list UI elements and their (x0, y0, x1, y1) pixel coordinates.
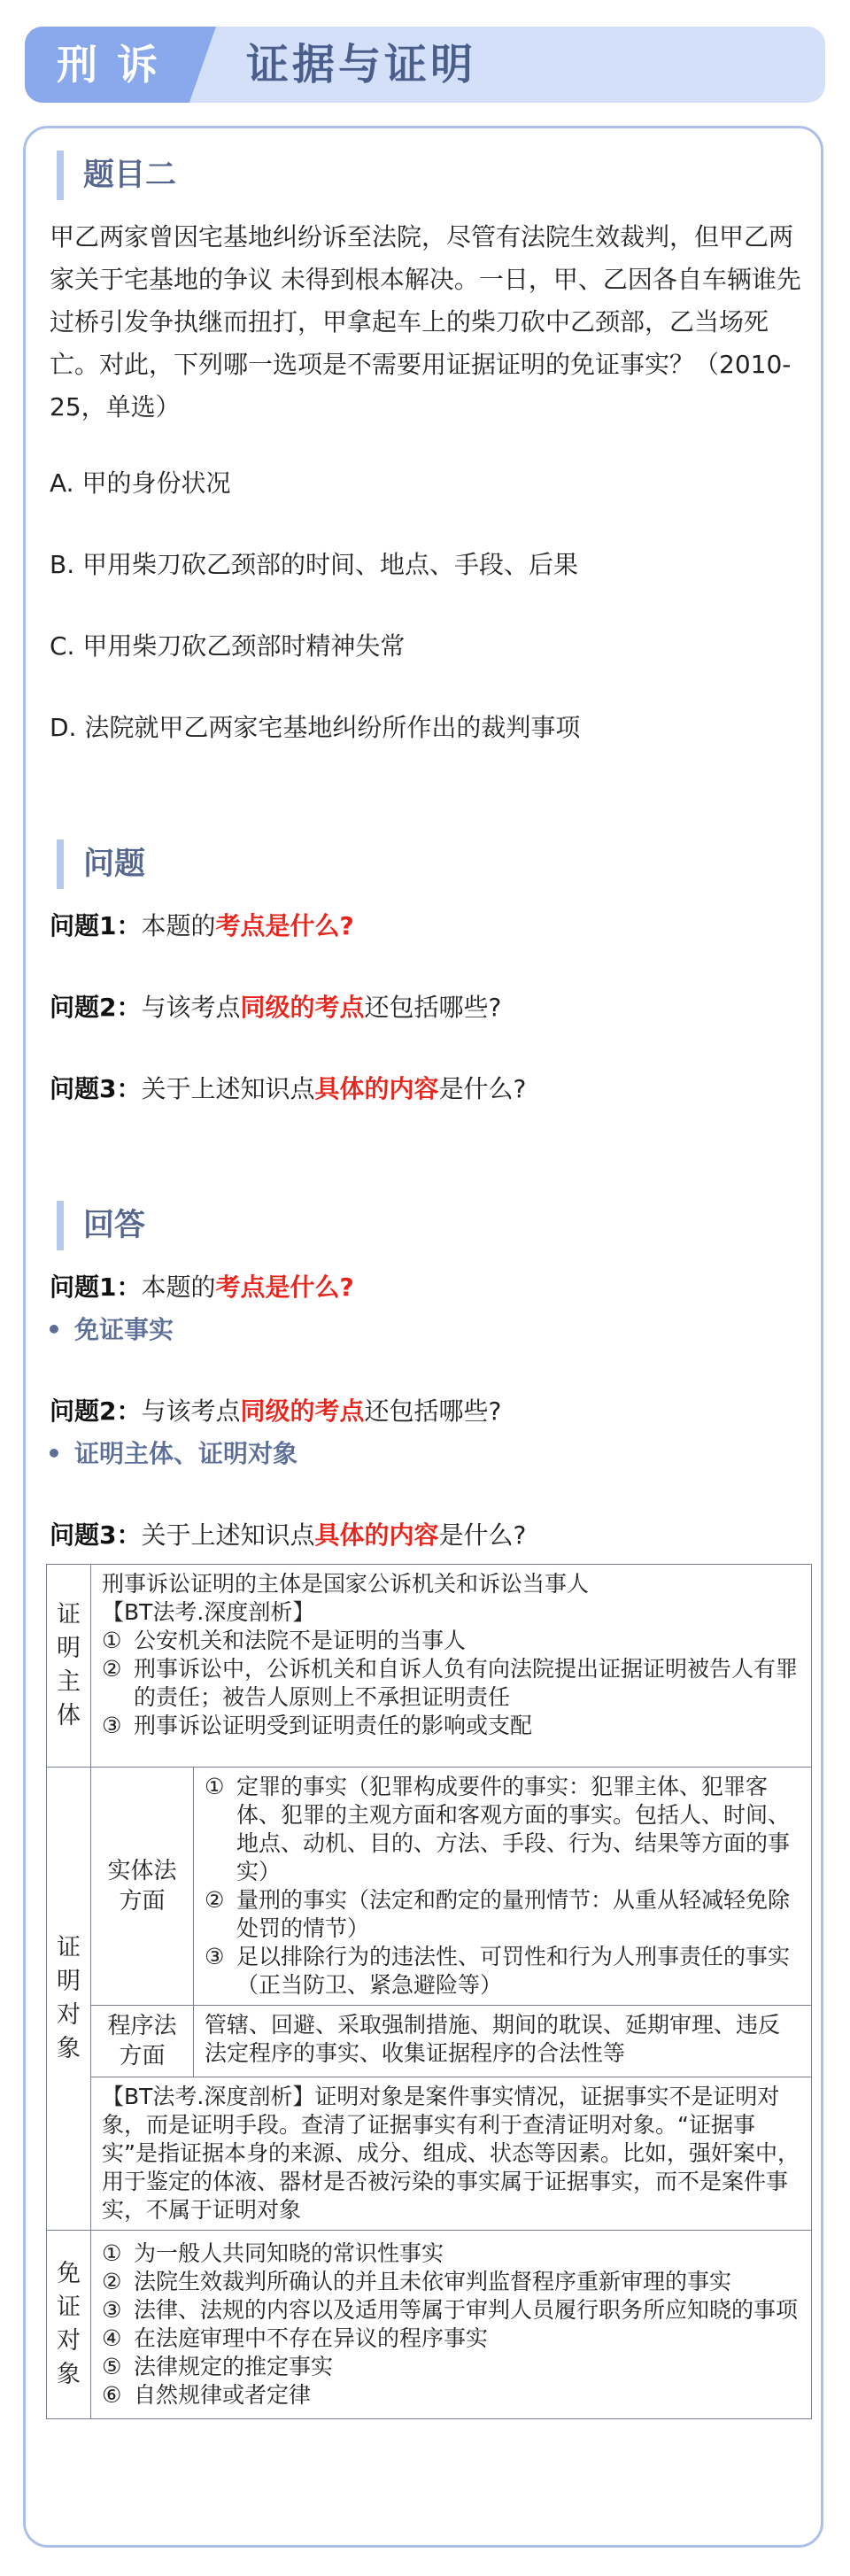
item-number: ④ (102, 2325, 122, 2351)
question-3-post: 是什么? (438, 1074, 527, 1103)
item-number: ② (102, 1656, 122, 1682)
item-number: ⑥ (102, 2382, 122, 2408)
exempt-content-cell (91, 2231, 812, 2419)
item-text: 刑事诉讼中，公诉机关和自诉人负有向法院提出证据证明被告人有罪的责任；被告人原则上不承担证明责任 (134, 1656, 799, 1710)
answer-question-3 (50, 1518, 526, 1553)
item-text: 法律、法规的内容以及适用等属于审判人员履行职务所应知晓的事项 (134, 2297, 799, 2323)
answer-question-2 (50, 1394, 501, 1429)
question-heading: 题目二 (57, 151, 176, 200)
question-3-label: 问题3： (50, 1074, 142, 1103)
exempt-header: 免证对象 (57, 2260, 81, 2388)
answer-question-3-highlight: 具体的内容 (314, 1520, 439, 1550)
exempt-item (102, 2268, 800, 2296)
subject-analysis-label: 【BT法考.深度剖析】 (102, 1599, 315, 1625)
substantive-item (205, 1943, 800, 2000)
question-3-highlight: 具体的内容 (314, 1074, 439, 1103)
exempt-item (102, 2353, 800, 2381)
exempt-header-cell (47, 2231, 91, 2419)
option-b: B. 甲用柴刀砍乙颈部的时间、地点、手段、后果 (50, 550, 579, 579)
object-analysis-cell (91, 2077, 812, 2231)
exempt-item (102, 2296, 800, 2325)
substantive-item (205, 1886, 800, 1943)
answer-question-1 (50, 1270, 354, 1305)
answer-question-3-post: 是什么? (438, 1520, 527, 1550)
question-1 (50, 909, 354, 944)
answer-question-3-label: 问题3： (50, 1520, 142, 1550)
subject-content-cell (91, 1565, 812, 1768)
header-banner (25, 27, 825, 103)
object-header: 证明对象 (57, 1934, 81, 2062)
item-number: ⑤ (102, 2354, 122, 2379)
item-number: ① (205, 1774, 225, 1799)
item-text: 足以排除行为的违法性、可罚性和行为人刑事责任的事实（正当防卫、紧急避险等） (236, 1944, 791, 1998)
answer-2-text: 证明主体、证明对象 (74, 1439, 298, 1468)
substantive-label: 实体法方面 (107, 1858, 177, 1915)
subject-label: 刑诉 (57, 41, 177, 89)
subject-item (102, 1627, 800, 1655)
question-2-post: 还包括哪些? (364, 993, 502, 1022)
procedural-label-cell (91, 2006, 194, 2077)
knowledge-table (46, 1564, 812, 2419)
subject-header-cell (47, 1565, 91, 1768)
question-1-label: 问题1： (50, 911, 142, 940)
answer-question-1-label: 问题1： (50, 1273, 142, 1302)
item-text: 刑事诉讼证明受到证明责任的影响或支配 (134, 1713, 533, 1738)
table-row-object-substantive (47, 1768, 812, 2006)
page-title: 证据与证明 (246, 40, 477, 89)
substantive-label-cell (91, 1768, 194, 2006)
answer-1-text: 免证事实 (74, 1315, 174, 1344)
exempt-item (102, 2239, 800, 2268)
bullet-icon: • (46, 1439, 62, 1468)
subject-header: 证明主体 (57, 1601, 81, 1729)
object-analysis: 【BT法考.深度剖析】证明对象是案件事实情况，证据事实不是证明对象，而是证明手段。查清了证据事实有利于查清证明对象。“证据事实”是指证据本身的来源、成分、组成、状态等因素。比如，强奸案中，用于鉴定的体液、器材是否被污染的事实属于证据事实，而不是案件事实，不属于证明对象 (102, 2084, 800, 2223)
table-row-object-procedural (47, 2006, 812, 2077)
answers-heading: 回答 (57, 1201, 145, 1250)
exempt-item (102, 2381, 800, 2410)
question-1-pre: 本题的 (141, 911, 216, 940)
item-number: ② (102, 2269, 122, 2294)
option-d: D. 法院就甲乙两家宅基地纠纷所作出的裁判事项 (50, 713, 581, 742)
answer-question-2-post: 还包括哪些? (364, 1396, 502, 1426)
question-2-label: 问题2： (50, 993, 142, 1022)
subject-intro: 刑事诉讼证明的主体是国家公诉机关和诉讼当事人 (102, 1571, 590, 1597)
question-2-highlight: 同级的考点 (240, 993, 365, 1022)
question-3-pre: 关于上述知识点 (141, 1074, 315, 1103)
item-text: 法院生效裁判所确认的并且未依审判监督程序重新审理的事实 (134, 2269, 732, 2294)
item-text: 量刑的事实（法定和酌定的量刑情节：从重从轻减轻免除处罚的情节） (236, 1887, 791, 1941)
exempt-item (102, 2325, 800, 2353)
item-text: 定罪的事实（犯罪构成要件的事实：犯罪主体、犯罪客体、犯罪的主观方面和客观方面的事实。包括人、时间、地点、动机、目的、方法、手段、行为、结果等方面的事实） (236, 1774, 791, 1884)
question-3 (50, 1071, 526, 1107)
procedural-text: 管辖、回避、采取强制措施、期间的耽误、延期审理、违反法定程序的事实、收集证据程序的合法性等 (205, 2012, 781, 2066)
answer-question-3-pre: 关于上述知识点 (141, 1520, 315, 1550)
item-text: 公安机关和法院不是证明的当事人 (134, 1628, 467, 1653)
option-a: A. 甲的身份状况 (50, 468, 231, 498)
item-text: 自然规律或者定律 (134, 2382, 312, 2408)
bullet-icon: • (46, 1315, 62, 1344)
item-number: ① (102, 1628, 122, 1653)
item-text: 法律规定的推定事实 (134, 2354, 334, 2379)
question-1-highlight: 考点是什么? (215, 911, 354, 940)
substantive-item (205, 1773, 800, 1886)
item-text: 为一般人共同知晓的常识性事实 (134, 2240, 444, 2266)
option-c: C. 甲用柴刀砍乙颈部时精神失常 (50, 631, 406, 661)
item-number: ③ (102, 1713, 122, 1738)
answer-2 (46, 1436, 298, 1472)
question-stem: 甲乙两家曾因宅基地纠纷诉至法院，尽管有法院生效裁判，但甲乙两家关于宅基地的争议 未得到根本解决。一日，甲、乙因各自车辆谁先过桥引发争执继而扭打，甲拿起车上的柴刀砍中乙颈部，乙当场死亡。对此，下列哪一选项是不需要用证据证明的免证事实？（2010-25，单选） (50, 222, 801, 422)
table-row-object-analysis (47, 2077, 812, 2231)
substantive-content-cell (194, 1768, 812, 2006)
item-text: 在法庭审理中不存在异议的程序事实 (134, 2325, 489, 2351)
object-header-cell (47, 1768, 91, 2231)
item-number: ① (102, 2240, 122, 2266)
answer-1 (46, 1312, 174, 1348)
questions-heading: 问题 (57, 839, 145, 889)
procedural-content-cell (194, 2006, 812, 2077)
item-number: ③ (102, 2297, 122, 2323)
procedural-label: 程序法方面 (107, 2013, 177, 2069)
question-2-pre: 与该考点 (141, 993, 241, 1022)
item-number: ③ (205, 1944, 225, 1969)
subject-item (102, 1712, 800, 1740)
item-number: ② (205, 1887, 225, 1913)
table-row-subject (47, 1565, 812, 1768)
answer-question-1-pre: 本题的 (141, 1273, 216, 1302)
answer-question-2-pre: 与该考点 (141, 1396, 241, 1426)
question-2 (50, 990, 501, 1025)
subject-item (102, 1655, 800, 1712)
answer-question-1-highlight: 考点是什么? (215, 1273, 354, 1302)
answer-question-2-highlight: 同级的考点 (240, 1396, 365, 1426)
answer-question-2-label: 问题2： (50, 1396, 142, 1426)
table-row-exempt (47, 2231, 812, 2419)
